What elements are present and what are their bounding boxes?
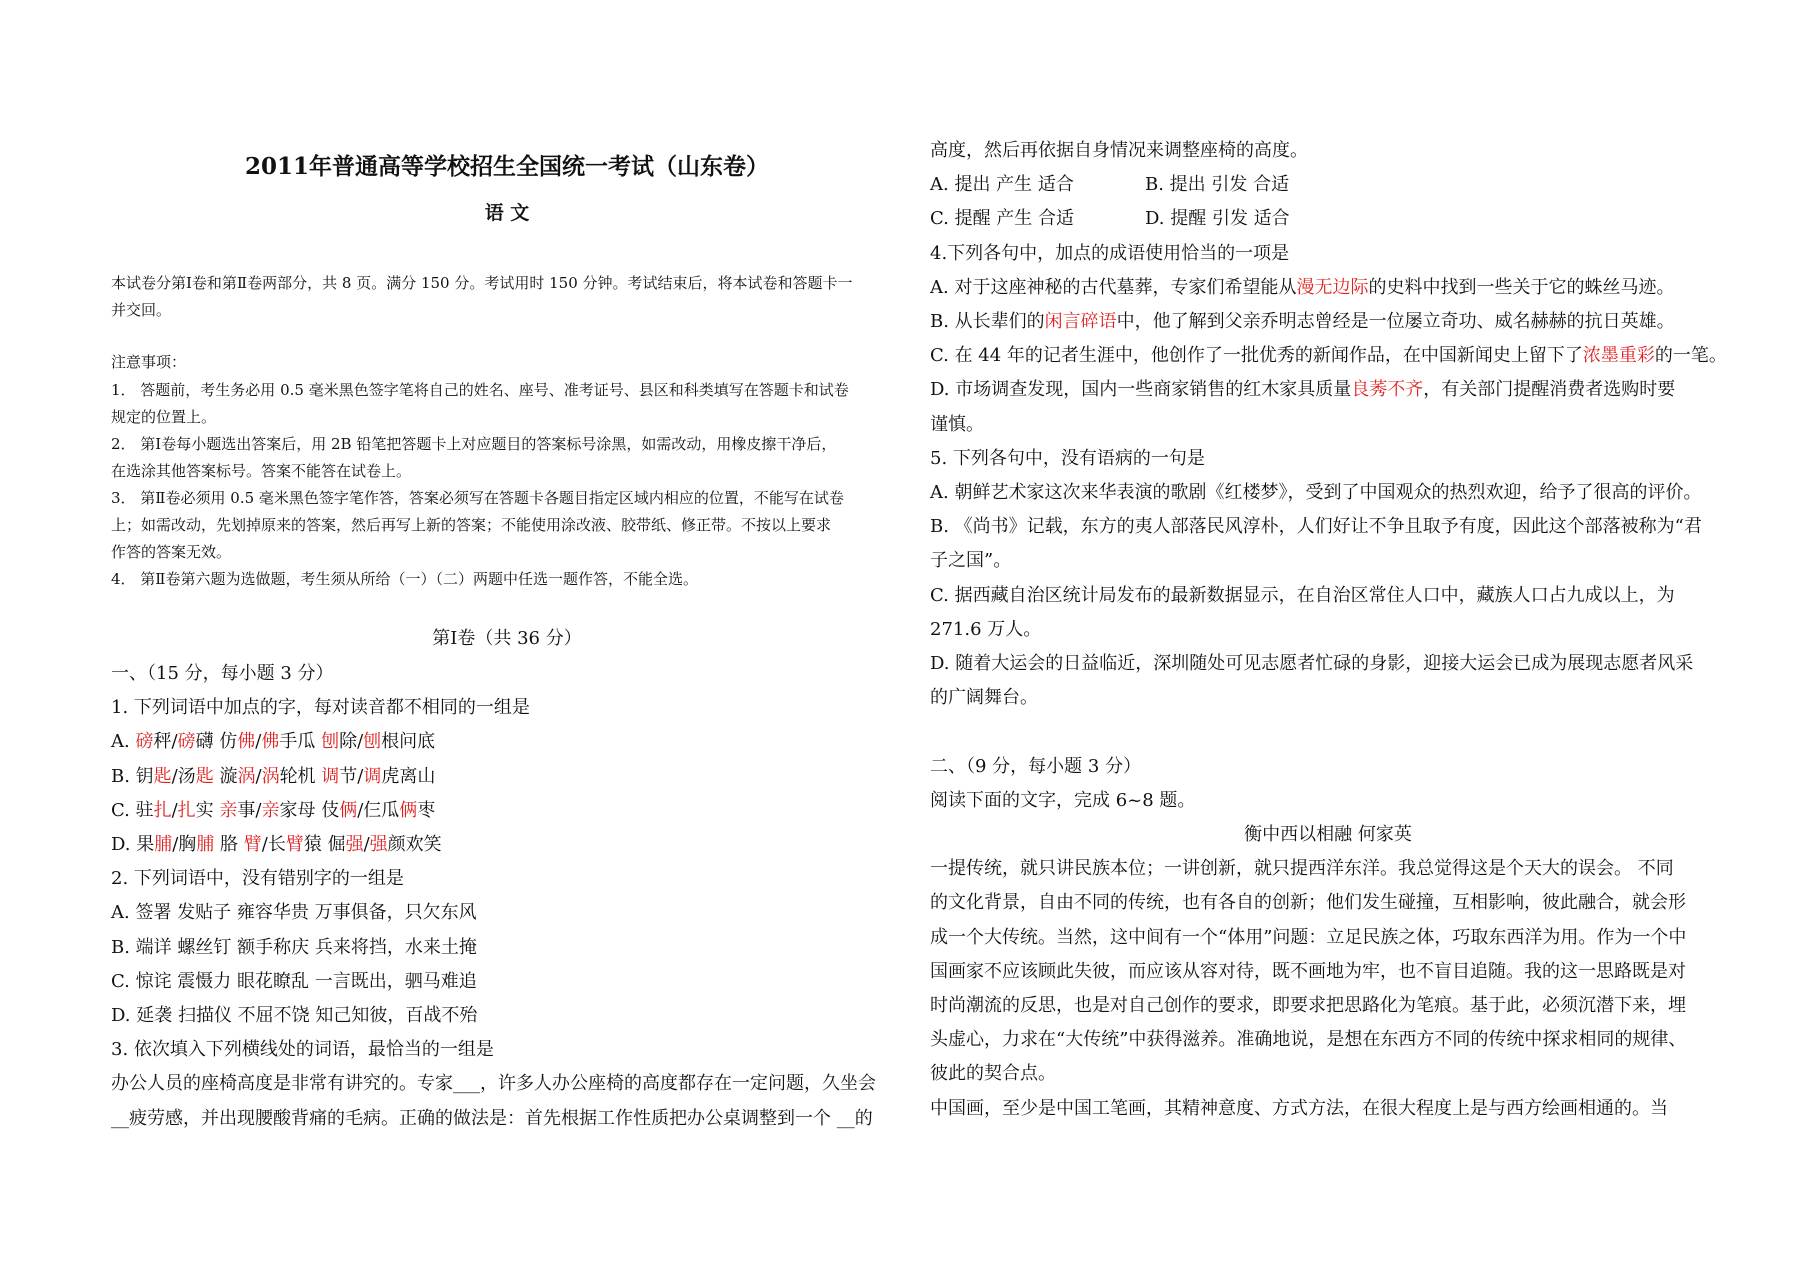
text-segment: 一提传统，就只讲民族本位；一讲创新，就只提西洋东洋。我总觉得这是个天大的误会。 不同 [930, 858, 1674, 880]
text-segment: C. 据西藏自治区统计局发布的最新数据显示，在自治区常住人口中，藏族人口占九成以上，为 [930, 584, 1675, 606]
highlighted-text: 佛 [261, 731, 280, 753]
notice-line: 作答的答案无效。 [111, 543, 232, 561]
text-segment: 阅读下面的文字，完成 6~8 题。 [930, 789, 1196, 811]
highlighted-text: 扎 [177, 799, 196, 821]
text-segment: 根问底 [381, 731, 436, 753]
text-segment: 高度，然后再依据自身情况来调整座椅的高度。 [930, 140, 1308, 161]
intro-line: 本试卷分第Ⅰ卷和第Ⅱ卷两部分，共 8 页。满分 150 分。考试用时 150 分钟。考试结束后，将本试卷和答题卡一 [111, 274, 853, 292]
text-segment: 办公人员的座椅高度是非常有讲究的。专家___，许多人办公座椅的高度都存在一定问题，久坐会 [111, 1073, 876, 1095]
text-segment: C. 惊诧 震慑力 眼花瞭乱 一言既出，驷马难追 [111, 970, 477, 992]
text-line [930, 408, 984, 442]
text-line [930, 647, 1693, 681]
text-line [930, 510, 1702, 544]
text-segment: A. 提出 产生 适合 [930, 174, 1074, 196]
text-segment: 谨慎。 [930, 413, 984, 435]
text-segment: 手瓜 [279, 731, 322, 753]
notice-line: 在选涂其他答案标号。答案不能答在试卷上。 [111, 462, 412, 480]
text-segment: 1. 下列词语中加点的字，每对读音都不相同的一组是 [111, 697, 530, 719]
text-line [930, 750, 1141, 784]
option-text: D. 提醒 引发 适合 [1145, 208, 1290, 230]
text-segment: 秤/ [153, 731, 178, 753]
text-segment: 2. 下列词语中，没有错别字的一组是 [111, 868, 404, 890]
text-segment: 5. 下列各句中，没有语病的一句是 [930, 447, 1205, 469]
text-segment: 虎离山 [381, 765, 436, 787]
text-segment: 国画家不应该顾此失彼，而应该从容对待，既不画地为牢，也不盲目追随。我的这一思路既是对 [930, 960, 1686, 982]
text-line [930, 921, 1686, 955]
text-segment: / [171, 799, 178, 821]
text-segment: 中，他了解到父亲乔明志曾经是一位屡立奇功、威名赫赫的抗日英雄。 [1116, 311, 1675, 332]
text-segment: 的史料中找到一些关于它的蛛丝马迹。 [1368, 276, 1675, 298]
text-segment: 猿 倔 [303, 834, 346, 855]
notice-title: 注意事项： [111, 353, 187, 371]
highlighted-text: 匙 [153, 765, 172, 787]
text-segment: 二、（9 分，每小题 3 分） [930, 755, 1142, 777]
text-line [930, 818, 1726, 852]
text-segment: 3. 依次填入下列横线处的词语，最恰当的一组是 [111, 1039, 494, 1061]
text-line [930, 339, 1727, 373]
highlighted-text: 脯 [196, 834, 215, 855]
text-segment: C. 在 44 年的记者生涯中，他创作了一批优秀的新闻作品，在中国新闻史上留下了 [930, 345, 1583, 367]
text-segment: 一、（15 分，每小题 3 分） [111, 663, 334, 684]
text-segment: 事/ [237, 799, 262, 821]
highlighted-text: 脯 [154, 834, 173, 855]
text-line [930, 1092, 1668, 1126]
highlighted-text: 浓墨重彩 [1582, 345, 1655, 367]
text-line [930, 305, 1675, 339]
text-segment: 颜欢笑 [387, 834, 442, 855]
text-line [111, 794, 435, 828]
text-line [111, 862, 404, 896]
text-segment: 271.6 万人。 [930, 618, 1042, 640]
text-line [930, 134, 1308, 168]
text-segment: 彼此的契合点。 [930, 1063, 1056, 1085]
highlighted-text: 漫无边际 [1296, 276, 1369, 298]
notice-line: 上；如需改动，先划掉原来的答案，然后再写上新的答案；不能使用涂改液、胶带纸、修正带。不按以上要求 [111, 516, 832, 534]
text-segment: 除/ [339, 731, 364, 753]
text-line [111, 691, 530, 725]
text-segment: / [255, 731, 262, 753]
highlighted-text: 涡 [237, 765, 256, 787]
text-segment: / [255, 765, 262, 787]
text-line [111, 999, 477, 1033]
text-line [930, 442, 1205, 476]
highlighted-text: 磅 [177, 731, 196, 753]
text-segment: 衡中西以相融 何家英 [1244, 824, 1412, 845]
text-segment: 漩 [213, 765, 238, 787]
text-line [930, 989, 1686, 1023]
subject-heading: 语 文 [484, 202, 530, 224]
notice-line: 3． 第Ⅱ卷必须用 0.5 毫米黑色签字笔作答，答案必须写在答题卡各题目指定区域内相应的位置，不能写在试卷 [111, 489, 844, 507]
notice-line: 规定的位置上。 [111, 408, 217, 426]
text-line [111, 657, 334, 691]
highlighted-text: 匙 [195, 765, 214, 787]
text-segment: 的一笔。 [1654, 345, 1727, 367]
text-segment: 轮机 [279, 765, 322, 787]
notice-line: 1． 答题前，考生务必用 0.5 毫米黑色签字笔将自己的姓名、座号、准考证号、县区和科类填写在答题卡和试卷 [111, 381, 849, 399]
highlighted-text: 调 [363, 765, 382, 787]
text-segment: 的文化背景，自由不同的传统，也有各自的创新；他们发生碰撞，互相影响，彼此融合，就会形 [930, 892, 1686, 914]
text-line [111, 931, 477, 965]
text-segment: 胳 [214, 834, 244, 855]
text-line [930, 544, 1011, 578]
text-segment: B. 《尚书》记载，东方的夷人部落民风淳朴，人们好让不争且取予有度，因此这个部落被称为“君 [930, 516, 1702, 538]
text-line [930, 784, 1195, 818]
text-line [930, 476, 1701, 510]
highlighted-text: 刨 [363, 731, 382, 753]
text-line [930, 202, 1290, 236]
text-line [111, 965, 477, 999]
text-segment: 实 [195, 799, 220, 821]
highlighted-text: 臂 [243, 834, 262, 855]
text-segment: /汤 [171, 765, 196, 787]
exam-title: 2011年普通高等学校招生全国统一考试（山东卷） [244, 153, 769, 180]
text-segment: A. [111, 731, 136, 753]
text-segment: B. 钥 [111, 765, 154, 787]
notice-line: 4． 第Ⅱ卷第六题为选做题，考生须从所给（一）（二）两题中任选一题作答，不能全选。 [111, 570, 699, 588]
text-segment: 中国画，至少是中国工笔画，其精神意度、方式方法，在很大程度上是与西方绘画相通的。当 [930, 1097, 1668, 1119]
highlighted-text: 调 [321, 765, 340, 787]
text-segment: 4.下列各句中，加点的成语使用恰当的一项是 [930, 242, 1290, 264]
text-line [930, 579, 1675, 613]
text-line [930, 237, 1289, 271]
notice-line: 2． 第Ⅰ卷每小题选出答案后，用 2B 铅笔把答题卡上对应题目的答案标号涂黑，如需改动，用橡皮擦干净后， [111, 435, 837, 453]
text-segment: 头虚心，力求在“大传统”中获得滋养。准确地说，是想在东西方不同的传统中探求相同的规律、 [930, 1029, 1687, 1051]
text-line [111, 1102, 873, 1136]
text-segment: D. 市场调查发现，国内一些商家销售的红木家具质量 [930, 379, 1352, 401]
text-line [930, 681, 1038, 715]
text-segment: 成一个大传统。当然，这中间有一个“体用”问题：立足民族之体，巧取东西洋为用。作为一个中 [930, 926, 1687, 948]
part1-title: 第Ⅰ卷（共 36 分） [432, 628, 582, 649]
text-line [930, 168, 1290, 202]
text-segment: __疲劳感，并出现腰酸背痛的毛病。正确的做法是：首先根据工作性质把办公桌调整到一个 __的 [111, 1107, 873, 1129]
text-segment: D. 随着大运会的日益临近，深圳随处可见志愿者忙碌的身影，迎接大运会已成为展现志愿者风采 [930, 653, 1694, 674]
text-segment: 时尚潮流的反思，也是对自己创作的要求，即要求把思路化为笔痕。基于此，必须沉潜下来，埋 [930, 995, 1686, 1016]
highlighted-text: 臂 [285, 834, 304, 855]
highlighted-text: 良莠不齐 [1351, 379, 1424, 401]
text-line [930, 955, 1686, 989]
text-segment: 的广阔舞台。 [930, 687, 1038, 709]
text-segment: / [363, 834, 370, 855]
text-segment: A. 签署 发贴子 雍容华贵 万事俱备，只欠东风 [111, 902, 477, 924]
text-line [111, 1067, 876, 1101]
highlighted-text: 刨 [321, 731, 340, 753]
text-line [111, 828, 442, 862]
highlighted-text: 俩 [399, 799, 418, 821]
text-segment: B. 从长辈们的 [930, 311, 1045, 332]
text-segment: B. 端详 螺丝钉 额手称庆 兵来将挡，水来土掩 [111, 936, 477, 958]
highlighted-text: 俩 [339, 799, 358, 821]
text-line [930, 373, 1675, 407]
highlighted-text: 强 [369, 834, 388, 855]
text-segment: 礴 仿 [195, 731, 238, 753]
text-line [930, 613, 1041, 647]
highlighted-text: 强 [345, 834, 364, 855]
text-segment: /胸 [172, 834, 197, 855]
text-segment: D. 果 [111, 834, 155, 855]
text-segment: A. 朝鲜艺术家这次来华表演的歌剧《红楼梦》，受到了中国观众的热烈欢迎，给予了很高的评价。 [930, 482, 1702, 503]
text-segment: 枣 [417, 799, 436, 821]
option-text: B. 提出 引发 合适 [1145, 174, 1290, 196]
text-segment: C. 驻 [111, 799, 154, 821]
text-line [111, 725, 435, 759]
text-line [930, 886, 1686, 920]
text-segment: /长 [261, 834, 286, 855]
highlighted-text: 扎 [153, 799, 172, 821]
text-segment: 家母 伎 [279, 799, 340, 821]
highlighted-text: 亲 [261, 799, 280, 821]
text-line [930, 852, 1674, 886]
highlighted-text: 亲 [219, 799, 238, 821]
text-segment: A. 对于这座神秘的古代墓葬，专家们希望能从 [930, 276, 1297, 298]
highlighted-text: 磅 [135, 731, 154, 753]
text-segment: ，有关部门提醒消费者选购时要 [1423, 379, 1676, 401]
text-segment: 子之国”。 [930, 550, 1012, 572]
highlighted-text: 涡 [261, 765, 280, 787]
text-line [930, 1023, 1686, 1057]
text-segment: D. 延袭 扫描仪 不屈不饶 知己知彼，百战不殆 [111, 1005, 478, 1026]
text-line [111, 1033, 494, 1067]
text-segment: C. 提醒 产生 合适 [930, 208, 1075, 230]
text-line [111, 896, 477, 930]
text-line [930, 271, 1674, 305]
highlighted-text: 佛 [237, 731, 256, 753]
intro-line: 并交回。 [111, 301, 172, 319]
text-line [930, 1057, 1056, 1091]
text-segment: 节/ [339, 765, 364, 787]
highlighted-text: 闲言碎语 [1044, 311, 1117, 332]
text-segment: /仨瓜 [357, 799, 400, 821]
text-line [111, 760, 435, 794]
